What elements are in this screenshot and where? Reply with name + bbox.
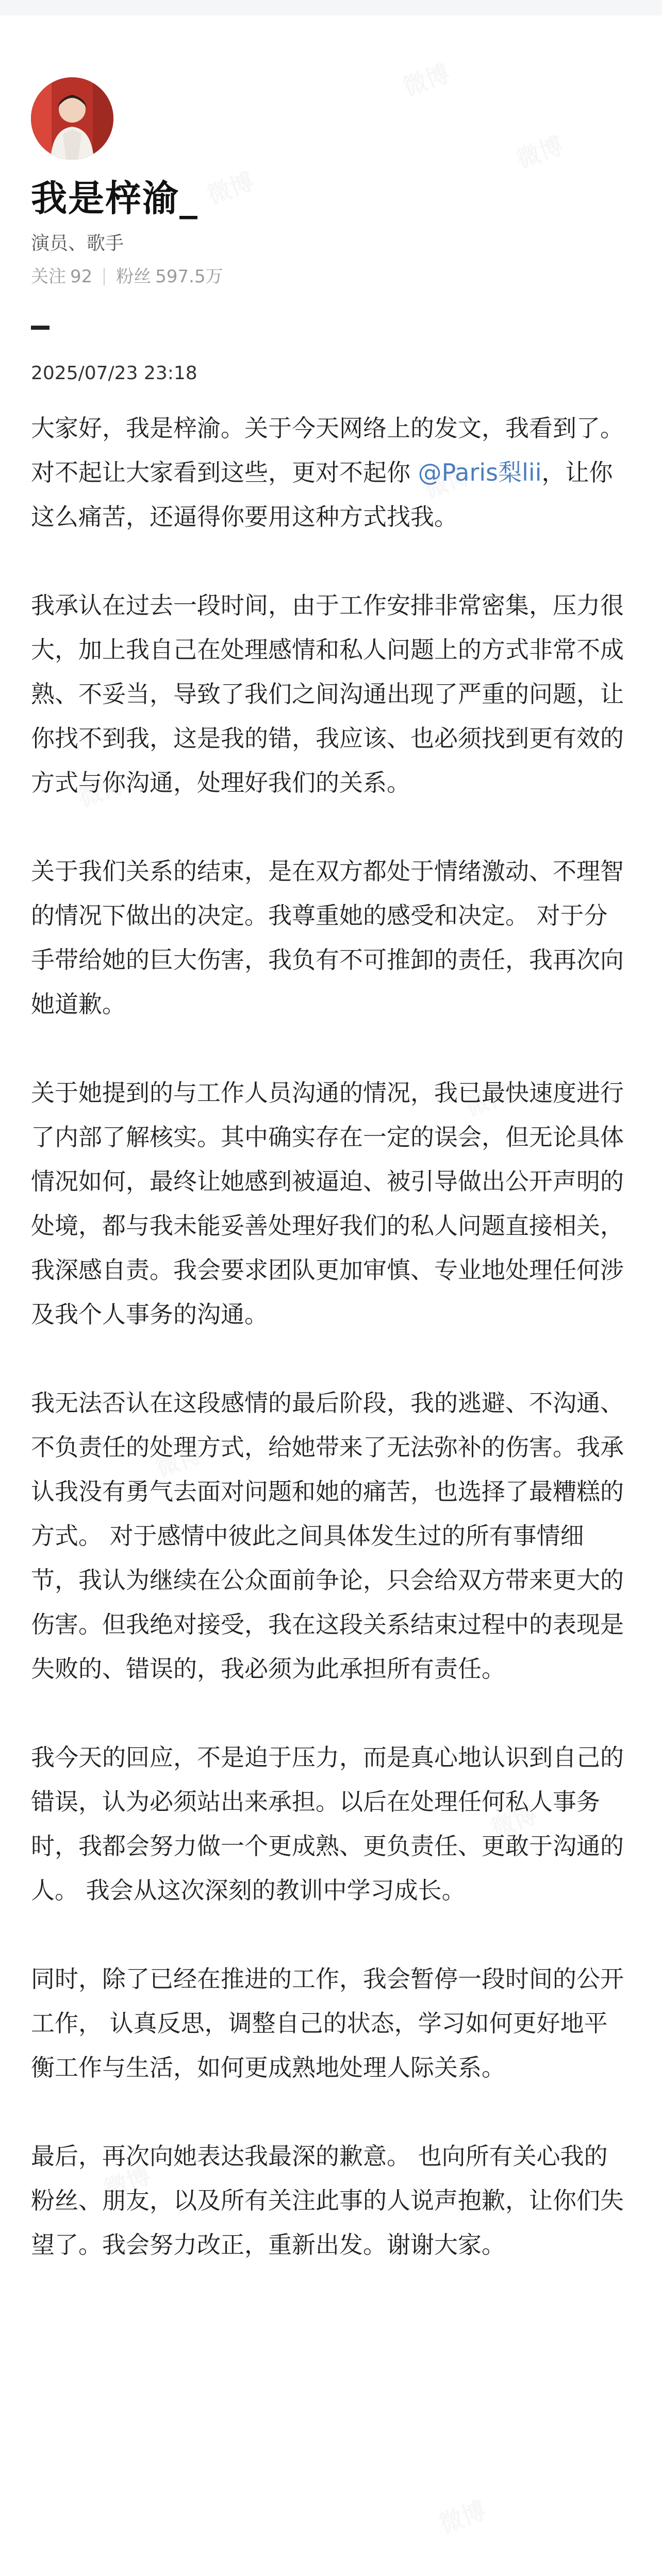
- paragraph-text: 大家好，我是梓渝。关于今天网络上的发文，我看到了。对不起让大家看到这些，更对不起你: [31, 414, 624, 486]
- following-label: 关注: [31, 266, 66, 287]
- post-paragraph: 我无法否认在这段感情的最后阶段，我的逃避、不沟通、不负责任的处理方式，给她带来了无法弥补的伤害。我承认我没有勇气去面对问题和她的痛苦，也选择了最糟糕的方式。 对于感情中彼此之间具体发生过的所有事情细节，我认为继续在公众面前争论，只会给双方带来更大的伤害。但我绝对接受，我在这段关系结束过程中的表现是失败的、错误的，我必须为此承担所有责任。: [31, 1389, 624, 1683]
- post-paragraph: 关于她提到的与工作人员沟通的情况，我已最快速度进行了内部了解核实。其中确实存在一定的误会，但无论具体情况如何，最终让她感到被逼迫、被引导做出公开声明的处境，都与我未能妥善处理好我们的私人问题直接相关，我深感自责。我会要求团队更加审慎、专业地处理任何涉及我个人事务的沟通。: [31, 1079, 624, 1328]
- top-strip: [0, 0, 662, 15]
- post-timestamp: 2025/07/23 23:18: [31, 363, 197, 384]
- followers-count: 597.5万: [155, 266, 223, 287]
- stats-divider: [104, 268, 105, 285]
- following-stat[interactable]: [31, 264, 92, 290]
- post-paragraph: 我承认在过去一段时间，由于工作安排非常密集，压力很大，加上我自己在处理感情和私人问题上的方式非常不成熟、不妥当，导致了我们之间沟通出现了严重的问题，让你找不到我，这是我的错，我应该、也必须找到更有效的方式与你沟通，处理好我们的关系。: [31, 591, 624, 796]
- paragraph-text: ，让你这么痛苦，还逼得你要用这种方式找我。: [31, 459, 613, 531]
- user-role: 演员、歌手: [31, 233, 124, 254]
- watermark: [511, 127, 567, 175]
- user-mention-link[interactable]: @Paris梨lii: [418, 459, 542, 486]
- section-divider: [31, 326, 49, 330]
- watermark: [398, 55, 454, 103]
- user-name[interactable]: 我是梓渝_: [31, 177, 198, 219]
- following-count: 92: [70, 266, 93, 287]
- avatar-image: [31, 77, 113, 160]
- watermark: [434, 2492, 490, 2539]
- post-paragraph: 关于我们关系的结束，是在双方都处于情绪激动、不理智的情况下做出的决定。我尊重她的感受和决定。 对于分手带给她的巨大伤害，我负有不可推卸的责任，我再次向她道歉。: [31, 857, 624, 1018]
- avatar[interactable]: [31, 77, 113, 160]
- post-paragraph: 我今天的回应，不是迫于压力，而是真心地认识到自己的错误，认为必须站出来承担。以后在处理任何私人事务时，我都会努力做一个更成熟、更负责任、更敢于沟通的人。 我会从这次深刻的教训中学习成长。: [31, 1743, 624, 1904]
- post-paragraph: [31, 406, 624, 539]
- post-paragraph: 最后，再次向她表达我最深的歉意。 也向所有关心我的粉丝、朋友，以及所有关注此事的人说声抱歉，让你们失望了。我会努力改正，重新出发。谢谢大家。: [31, 2142, 624, 2259]
- user-stats: [31, 264, 223, 290]
- followers-stat[interactable]: [116, 264, 223, 290]
- followers-label: 粉丝: [116, 266, 152, 287]
- post-paragraph: 同时，除了已经在推进的工作，我会暂停一段时间的公开工作， 认真反思，调整自己的状态，学习如何更好地平衡工作与生活，如何更成熟地处理人际关系。: [31, 1965, 624, 2081]
- watermark: [202, 163, 258, 211]
- post-body: [31, 406, 624, 2311]
